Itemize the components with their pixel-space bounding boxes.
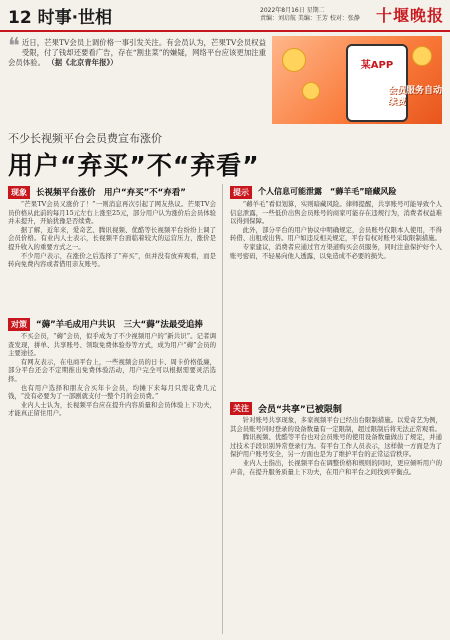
section-tag-strategy: 对策 <box>8 318 30 331</box>
phone-icon <box>346 44 408 122</box>
paragraph: 腾讯视频、优酷等平台也对会员账号的使用设备数量做出了规定，并通过技术手段识别异常登录行为。有平台工作人员表示，这样做一方面是为了保护用户账号安全，另一方面也是为了维护平台的正常运营秩序。 <box>230 433 442 459</box>
promo-illustration <box>272 36 442 124</box>
column-divider <box>222 184 223 634</box>
paragraph: “薅羊毛”看似划算，实则暗藏风险。律师提醒，共享账号可能导致个人信息泄露，一些低价出售会员账号的商家可能存在违规行为，消费者权益难以得到保障。 <box>230 200 442 226</box>
column-strategy <box>8 332 216 632</box>
section-subhead-phenomenon: 长视频平台涨价 用户“弃买”不“弃看” <box>36 188 186 198</box>
paragraph: 有网友表示，在电商平台上，一些视频会员的日卡、周卡价格低廉，部分平台还会不定期推出免费体验活动，用户完全可以根据需要灵活选择。 <box>8 357 216 383</box>
newspaper-logo: 十堰晚报 <box>375 6 444 25</box>
page-header <box>0 0 450 32</box>
paragraph: 专家建议，消费者应通过官方渠道购买会员服务，同时注意保护好个人账号密码，不轻易向他人透露，以免造成不必要的损失。 <box>230 242 442 260</box>
promo-app-label: 某APP <box>360 60 394 71</box>
quote-mark-icon: ❝ <box>8 34 20 59</box>
paragraph: 业内人士指出，长视频平台在调整价格和规则的同时，更应倾听用户的声音，在提升服务质量上下功夫，在用户和平台之间找到平衡点。 <box>230 458 442 476</box>
lead-text: 近日，芒果TV会员上调价格一事引发关注。有会员认为，芒果TV会员权益受限，付了钱却还要看广告，存在“割韭菜”的嫌疑，网络平台应该更加注重会员体验。 <box>8 38 266 67</box>
paragraph: 不买会员，“薅”会员，似乎成为了不少视频用户的“新共识”。记者调查发现，拼单、共享账号、领取免费体验券等方式，成为用户“薅”会员的主要途径。 <box>8 332 216 358</box>
section-subhead-focus: 会员“共享”已被限制 <box>258 405 342 415</box>
issue-date: 2022年8月16日 星期二 <box>260 7 325 14</box>
promo-text: 会员服务自动续费 <box>388 86 442 107</box>
lead-source: （据《北京青年报》） <box>47 58 118 67</box>
column-phenomenon <box>8 200 216 312</box>
paragraph: “芒果TV会员又涨价了！”一则消息再次引起了网友热议。芒果TV会员价格从此前的每月15元左右上涨至25元，部分用户认为涨价后会员体验并未提升，开始犹豫是否续费。 <box>8 200 216 226</box>
coin-icon <box>282 48 306 72</box>
article-headline: 用户“弃买”不“弃看” <box>8 151 260 180</box>
section-subhead-strategy: “薅”羊毛成用户共识 三大“薅”法最受追捧 <box>36 320 203 330</box>
section-tag-focus: 关注 <box>230 402 252 415</box>
paragraph: 不少用户表示，在涨价之后选择了“弃买”，但并没有放弃观看，而是转向免费内容或者借用亲友账号。 <box>8 251 216 269</box>
column-focus <box>230 416 442 632</box>
column-tip <box>230 200 442 396</box>
paragraph: 此外，部分平台的用户协议中明确规定，会员账号仅限本人使用，不得转借、出租或出售。用户如违反相关规定，平台有权对账号采取限制措施。 <box>230 225 442 243</box>
paragraph: 也有用户选择和朋友合买年卡会员，均摊下来每月只需花费几元钱，“没有必要为了一部剧就支付一整个月的会员费。” <box>8 383 216 401</box>
issue-meta <box>260 7 370 23</box>
coin-icon <box>302 82 320 100</box>
coin-icon <box>412 46 432 66</box>
section-subhead-tip: 个人信息可能泄露 “薅羊毛”暗藏风险 <box>258 187 397 196</box>
paragraph: 据了解，近年来，爱奇艺、腾讯视频、优酷等长视频平台纷纷上调了会员价格。有业内人士表示，长视频平台面临着较大的运营压力，涨价是提升收入的重要方式之一。 <box>8 225 216 251</box>
lead-paragraph <box>8 34 266 122</box>
section-tag-phenomenon: 现象 <box>8 186 30 199</box>
page-section-label: 12 时事·世相 <box>8 8 113 28</box>
section-tag-tip: 提示 <box>230 186 252 199</box>
issue-editors: 责编：刘启航 美编：王芳 校对：张静 <box>260 15 360 22</box>
paragraph: 业内人士认为，长视频平台应在提升内容质量和会员体验上下功夫，才能真正留住用户。 <box>8 400 216 418</box>
article-kicker: 不少长视频平台会员费宣布涨价 <box>8 132 162 145</box>
paragraph: 针对账号共享现象，多家视频平台已经出台限制措施。以爱奇艺为例，其会员账号同时登录的设备数量有一定限制，超过限制后将无法正常观看。 <box>230 416 442 433</box>
